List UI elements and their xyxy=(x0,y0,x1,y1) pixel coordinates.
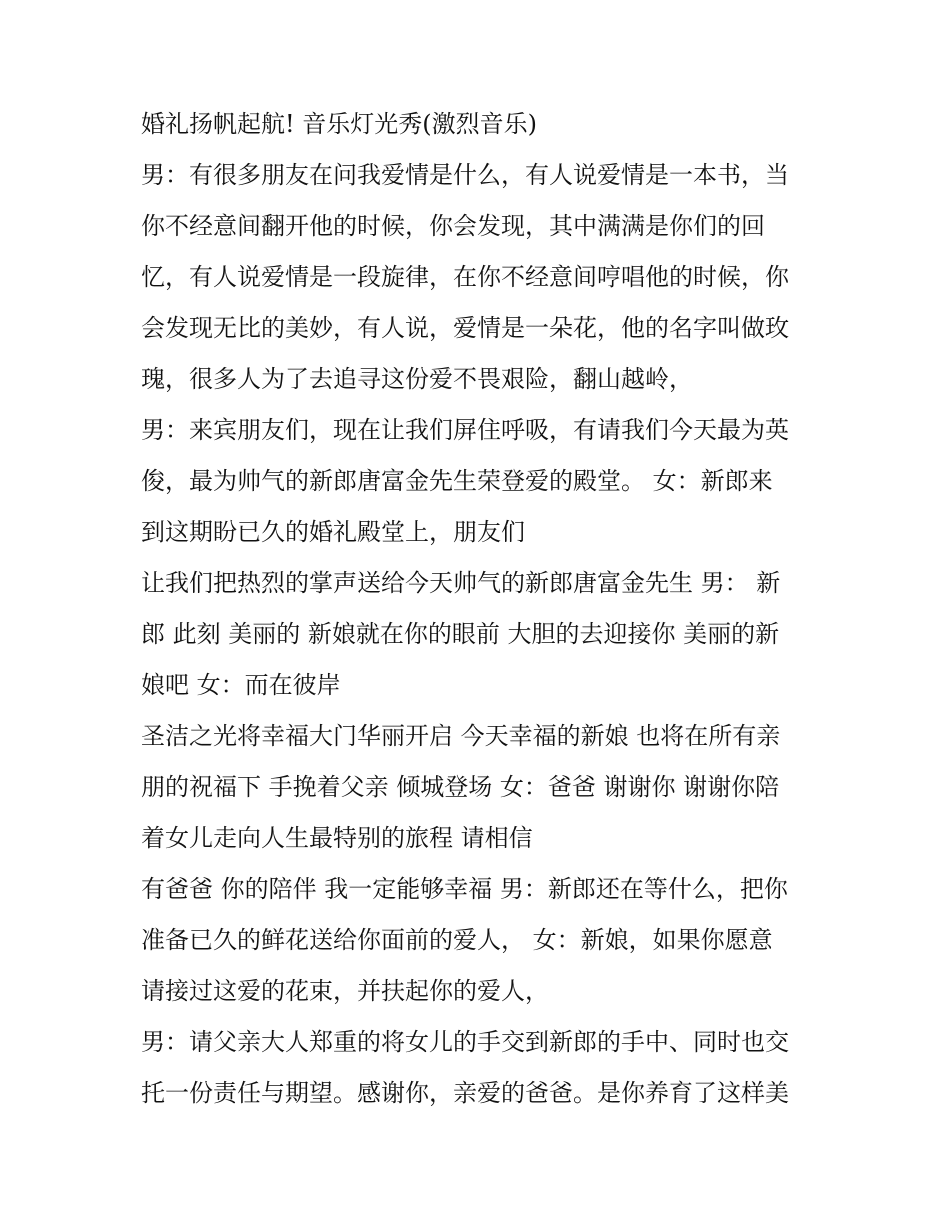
text-line-3: 你不经意间翻开他的时候，你会发现，其中满满是你们的回 xyxy=(141,212,765,240)
text-line-5: 会发现无比的美妙，有人说，爱情是一朵花，他的名字叫做玫 xyxy=(141,314,789,342)
text-line-16: 有爸爸 你的陪伴 我一定能够幸福 男：新郎还在等什么，把你 xyxy=(141,875,788,903)
text-line-19: 男：请父亲大人郑重的将女儿的手交到新郎的手中、同时也交 xyxy=(141,1028,789,1056)
text-line-13: 圣洁之光将幸福大门华丽开启 今天幸福的新娘 也将在所有亲 xyxy=(141,722,781,750)
text-line-15: 着女儿走向人生最特别的旅程 请相信 xyxy=(141,824,533,852)
text-line-12: 娘吧 女：而在彼岸 xyxy=(141,671,341,699)
text-line-11: 郎 此刻 美丽的 新娘就在你的眼前 大胆的去迎接你 美丽的新 xyxy=(141,620,780,648)
text-line-8: 俊，最为帅气的新郎唐富金先生荣登爱的殿堂。 女：新郎来 xyxy=(141,467,773,495)
text-line-10: 让我们把热烈的掌声送给今天帅气的新郎唐富金先生 男： 新 xyxy=(141,569,781,597)
text-line-14: 朋的祝福下 手挽着父亲 倾城登场 女：爸爸 谢谢你 谢谢你陪 xyxy=(141,773,780,801)
text-line-20: 托一份责任与期望。感谢你，亲爱的爸爸。是你养育了这样美 xyxy=(141,1079,789,1107)
text-line-4: 忆，有人说爱情是一段旋律，在你不经意间哼唱他的时候，你 xyxy=(141,263,789,291)
text-line-1: 婚礼扬帆起航! 音乐灯光秀(激烈音乐) xyxy=(141,110,537,138)
text-line-2: 男：有很多朋友在问我爱情是什么，有人说爱情是一本书，当 xyxy=(141,161,789,189)
text-line-9: 到这期盼已久的婚礼殿堂上，朋友们 xyxy=(141,518,525,546)
text-line-6: 瑰，很多人为了去追寻这份爱不畏艰险，翻山越岭， xyxy=(141,365,693,393)
text-line-18: 请接过这爱的花束，并扶起你的爱人， xyxy=(141,977,549,1005)
document-text xyxy=(141,112,821,1132)
text-line-17: 准备已久的鲜花送给你面前的爱人， 女：新娘，如果你愿意 xyxy=(141,926,773,954)
text-line-7: 男：来宾朋友们，现在让我们屏住呼吸，有请我们今天最为英 xyxy=(141,416,789,444)
